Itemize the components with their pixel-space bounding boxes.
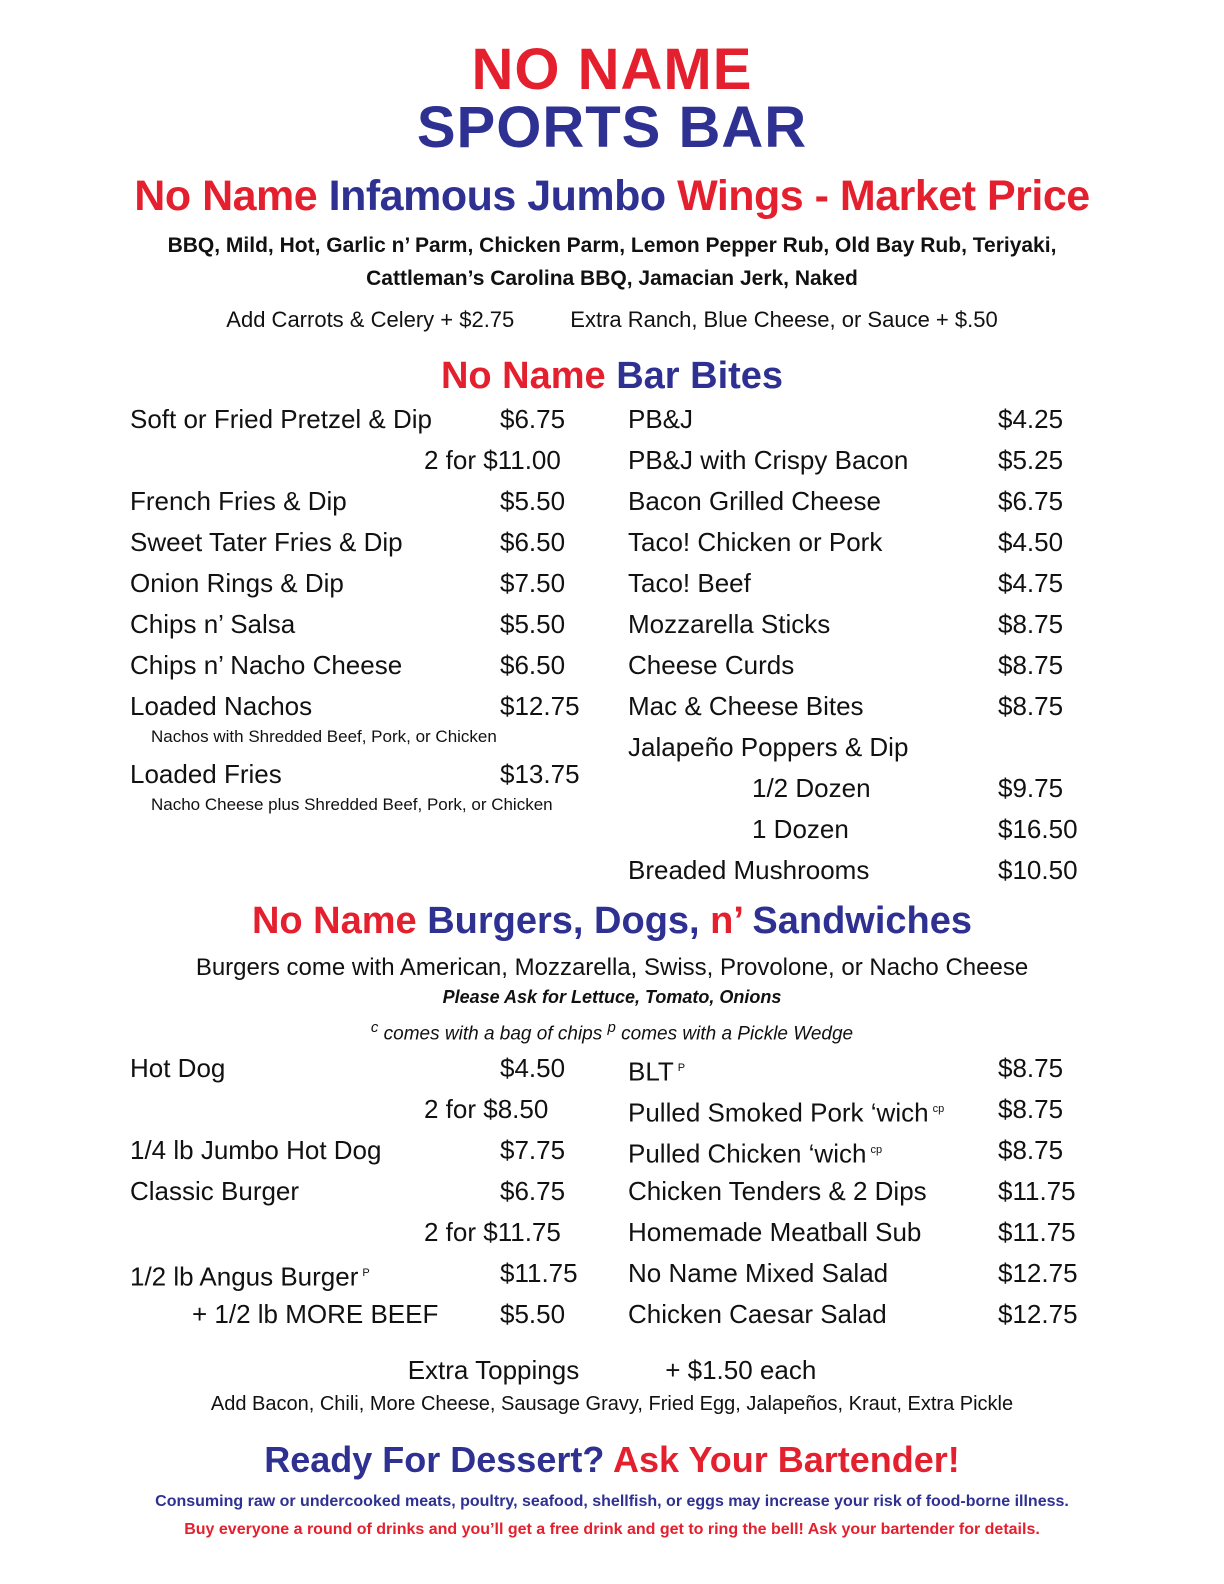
menu-item-name-text: Soft or Fried Pretzel & Dip [130, 404, 432, 434]
menu-item-name-text: PB&J [628, 404, 694, 434]
menu-item [130, 754, 600, 795]
extra-toppings-label: Extra Toppings [407, 1355, 580, 1385]
menu-item-price: $6.75 [500, 1176, 566, 1206]
menu-item-price: $12.75 [500, 691, 580, 721]
menu-item-price: $11.75 [998, 1217, 1076, 1247]
menu-item [628, 809, 1098, 850]
dessert-part-a: Ready For Dessert? [264, 1439, 614, 1480]
menu-item-name-text: 1/4 lb Jumbo Hot Dog [130, 1135, 382, 1165]
wings-title-b: Infamous Jumbo [328, 172, 678, 220]
menu-item-name [130, 481, 347, 522]
menu-item [130, 1212, 600, 1253]
menu-item-price: $4.50 [500, 1053, 566, 1083]
extra-toppings [0, 1352, 1224, 1388]
menu-item-name [628, 1212, 921, 1253]
addon-extra-sauce: Extra Ranch, Blue Cheese, or Sauce + $.50 [570, 307, 998, 332]
menu-item [628, 563, 1098, 604]
legend-c-mark: c [370, 1019, 379, 1036]
menu-item-price: $6.50 [500, 527, 566, 557]
menu-item [130, 563, 600, 604]
bar-bites-heading [0, 352, 1224, 400]
menu-item-name-text: Chicken Tenders & 2 Dips [628, 1176, 927, 1206]
menu-item [130, 522, 600, 563]
menu-item-name [628, 645, 794, 686]
menu-item [628, 522, 1098, 563]
menu-item-name-text: Loaded Fries [130, 759, 282, 789]
burgers-legend [0, 1012, 1224, 1050]
wing-addons [0, 305, 1224, 335]
extra-toppings-price: + $1.50 each [665, 1355, 817, 1385]
logo-line-2: SPORTS BAR [416, 95, 808, 160]
menu-item-price: $8.75 [998, 1135, 1064, 1165]
menu-item-name [130, 1130, 381, 1171]
menu-item-name-text: PB&J with Crispy Bacon [628, 445, 909, 475]
burgers-toppings-note: Please Ask for Lettuce, Tomato, Onions [442, 987, 782, 1007]
menu-item [130, 1294, 600, 1335]
menu-item [628, 1130, 1098, 1171]
menu-item-price: $12.75 [998, 1258, 1078, 1288]
menu-item [628, 1294, 1098, 1335]
bites-title-b: Bar Bites [616, 355, 784, 397]
menu-item [628, 604, 1098, 645]
menu-item-price: $4.25 [998, 404, 1064, 434]
menu-item-price: $6.75 [500, 404, 566, 434]
menu-item [130, 1089, 600, 1130]
wing-flavors-line-1: BBQ, Mild, Hot, Garlic n’ Parm, Chicken Parm, Lemon Pepper Rub, Old Bay Rub, Teriyaki, [167, 234, 1057, 257]
menu-item-price: 2 for $8.50 [424, 1094, 549, 1124]
menu-item [628, 399, 1098, 440]
menu-item-name [628, 563, 751, 604]
menu-item-name [628, 440, 908, 481]
menu-item [628, 1171, 1098, 1212]
menu-item-name-text: Pulled Chicken ‘wich [628, 1138, 867, 1169]
menu-item [130, 1130, 600, 1171]
menu-item-name-text: Bacon Grilled Cheese [628, 486, 881, 516]
food-safety-warning: Consuming raw or undercooked meats, poultry, seafood, shellfish, or eggs may increase your risk of food-borne illness. [155, 1493, 1069, 1510]
addon-carrots: Add Carrots & Celery + $2.75 [226, 307, 515, 332]
menu-item-name [130, 1171, 299, 1212]
menu-item [628, 727, 1098, 768]
menu-item-name-text: Jalapeño Poppers & Dip [628, 732, 909, 762]
menu-item [130, 399, 600, 440]
menu-item-price: $5.25 [998, 445, 1064, 475]
burgers-right-column [628, 1048, 1098, 1335]
menu-item-price: $6.50 [500, 650, 566, 680]
menu-item-name-text: 1 Dozen [752, 814, 849, 844]
burgers-title-c: n’ [710, 900, 753, 942]
item-description: Nachos with Shredded Beef, Pork, or Chicken [151, 727, 497, 746]
bar-bites-right-column [628, 399, 1098, 891]
menu-item-mark: cp [870, 1144, 883, 1156]
menu-item-name [628, 604, 830, 645]
menu-item-name [192, 1294, 438, 1335]
burgers-cheese-note: Burgers come with American, Mozzarella, Swiss, Provolone, or Nacho Cheese [195, 954, 1029, 981]
menu-item-name-text: Cheese Curds [628, 650, 795, 680]
bell-promo: Buy everyone a round of drinks and you’ll get a free drink and get to ring the bell! Ask your bartender for details. [184, 1521, 1040, 1538]
menu-item-price: $13.75 [500, 759, 580, 789]
menu-item [628, 1048, 1098, 1089]
menu-item-price: $5.50 [500, 1299, 566, 1329]
burgers-title-a: No Name [251, 900, 428, 942]
burgers-title-b: Burgers, Dogs, [427, 900, 711, 942]
burgers-heading [0, 896, 1224, 946]
menu-item-name [130, 399, 432, 440]
menu-item-name [752, 809, 849, 850]
menu-item [130, 481, 600, 522]
menu-item-price: $12.75 [998, 1299, 1078, 1329]
menu-item-name-text: Mozzarella Sticks [628, 609, 831, 639]
menu-item [628, 440, 1098, 481]
menu-item-name-text: Homemade Meatball Sub [628, 1217, 922, 1247]
menu-item [628, 645, 1098, 686]
menu-item-name-text: Onion Rings & Dip [130, 568, 344, 598]
menu-item-price: 2 for $11.75 [424, 1217, 561, 1247]
menu-item-price: $8.75 [998, 1094, 1064, 1124]
menu-item-name [628, 1130, 882, 1175]
menu-item-name [752, 768, 871, 809]
menu-item-name-text: Loaded Nachos [130, 691, 313, 721]
menu-item-name-text: + 1/2 lb MORE BEEF [192, 1299, 439, 1329]
menu-item-name [130, 645, 402, 686]
menu-item-name-text: 1/2 Dozen [752, 773, 871, 803]
menu-item [628, 768, 1098, 809]
bar-bites-left-column [130, 399, 600, 822]
menu-item-price: $11.75 [500, 1258, 578, 1288]
menu-item-name [130, 754, 282, 795]
menu-item [628, 850, 1098, 891]
menu-item-price: $6.75 [998, 486, 1064, 516]
menu-item-price: $5.50 [500, 486, 566, 516]
menu-item-name [628, 850, 869, 891]
menu-item-name-text: Chicken Caesar Salad [628, 1299, 887, 1329]
menu-item-name [628, 686, 864, 727]
wing-flavors [0, 229, 1224, 295]
menu-item-mark: P [677, 1062, 686, 1074]
menu-item-name [628, 1294, 887, 1335]
menu-item [130, 604, 600, 645]
menu-item [628, 686, 1098, 727]
menu-item [130, 440, 600, 481]
menu-item-name [130, 563, 344, 604]
menu-item-name-text: Classic Burger [130, 1176, 300, 1206]
menu-item-price: 2 for $11.00 [424, 445, 561, 475]
extra-toppings-list: Add Bacon, Chili, More Cheese, Sausage Gravy, Fried Egg, Jalapeños, Kraut, Extra Pickle [210, 1393, 1014, 1415]
menu-item-price: $5.50 [500, 609, 566, 639]
menu-item-name [628, 1253, 888, 1294]
menu-item-name-text: Pulled Smoked Pork ‘wich [628, 1097, 929, 1128]
burgers-title-d: Sandwiches [752, 900, 973, 942]
menu-item-name [628, 1048, 685, 1093]
menu-item [628, 1253, 1098, 1294]
menu-item-name-text: Breaded Mushrooms [628, 855, 870, 885]
menu-item-name-text: Hot Dog [130, 1053, 226, 1083]
wing-flavors-line-2: Cattleman’s Carolina BBQ, Jamacian Jerk, Naked [366, 267, 858, 290]
menu-item-price: $10.50 [998, 855, 1078, 885]
menu-item-name [628, 1171, 927, 1212]
menu-item-price: $8.75 [998, 609, 1064, 639]
menu-item-name [130, 522, 403, 563]
menu-item [628, 1089, 1098, 1130]
legend-p-text: comes with a Pickle Wedge [615, 1023, 854, 1045]
menu-item-name-text: Mac & Cheese Bites [628, 691, 864, 721]
logo-line-1: NO NAME [471, 37, 753, 102]
menu-item-mark: P [362, 1267, 370, 1279]
menu-item-price: $8.75 [998, 1053, 1064, 1083]
wings-title-a: No Name [134, 172, 329, 220]
legend-c-text: comes with a bag of chips [378, 1023, 608, 1045]
menu-item [130, 1253, 600, 1294]
menu-item-price: $11.75 [998, 1176, 1076, 1206]
menu-item-price: $4.50 [998, 527, 1064, 557]
menu-item-name [628, 522, 882, 563]
menu-item-name-text: Chips n’ Salsa [130, 609, 296, 639]
menu-item [130, 645, 600, 686]
wings-title-c: Wings - Market Price [677, 172, 1090, 220]
menu-item-name-text: BLT [628, 1056, 674, 1087]
legend-p-mark: p [607, 1019, 616, 1036]
menu-item [628, 1212, 1098, 1253]
menu-item-name [130, 1253, 370, 1298]
bites-title-a: No Name [440, 355, 617, 397]
menu-item-price: $7.50 [500, 568, 566, 598]
menu-item-price: $8.75 [998, 650, 1064, 680]
menu-item [130, 686, 600, 727]
menu-item-name-text: 1/2 lb Angus Burger [130, 1261, 359, 1292]
menu-item-price: $7.75 [500, 1135, 566, 1165]
item-description: Nacho Cheese plus Shredded Beef, Pork, or Chicken [151, 795, 553, 814]
menu-item-name-text: Sweet Tater Fries & Dip [130, 527, 403, 557]
menu-item-name [628, 399, 693, 440]
menu-item-name-text: Taco! Chicken or Pork [628, 527, 883, 557]
menu-item-name-text: Taco! Beef [628, 568, 751, 598]
menu-item [130, 1048, 600, 1089]
menu-item-mark: cp [932, 1103, 945, 1115]
dessert-heading [0, 1436, 1224, 1484]
menu-item-price: $9.75 [998, 773, 1064, 803]
burgers-left-column [130, 1048, 600, 1335]
menu-item [130, 1171, 600, 1212]
menu-item-price: $8.75 [998, 691, 1064, 721]
menu-item-price: $4.75 [998, 568, 1064, 598]
menu-item-name-text: French Fries & Dip [130, 486, 347, 516]
dessert-part-b: Ask Your Bartender! [613, 1439, 960, 1480]
menu-item-name [130, 1048, 225, 1089]
menu-item [628, 481, 1098, 522]
menu-item-name [628, 727, 908, 768]
menu-item-price: $16.50 [998, 814, 1078, 844]
menu-item-name [130, 686, 312, 727]
menu-item-name [130, 604, 295, 645]
menu-item-name-text: Chips n’ Nacho Cheese [130, 650, 403, 680]
wings-heading [0, 170, 1224, 222]
menu-item-name [628, 481, 881, 522]
menu-item-name [628, 1089, 944, 1134]
menu-item-name-text: No Name Mixed Salad [628, 1258, 889, 1288]
